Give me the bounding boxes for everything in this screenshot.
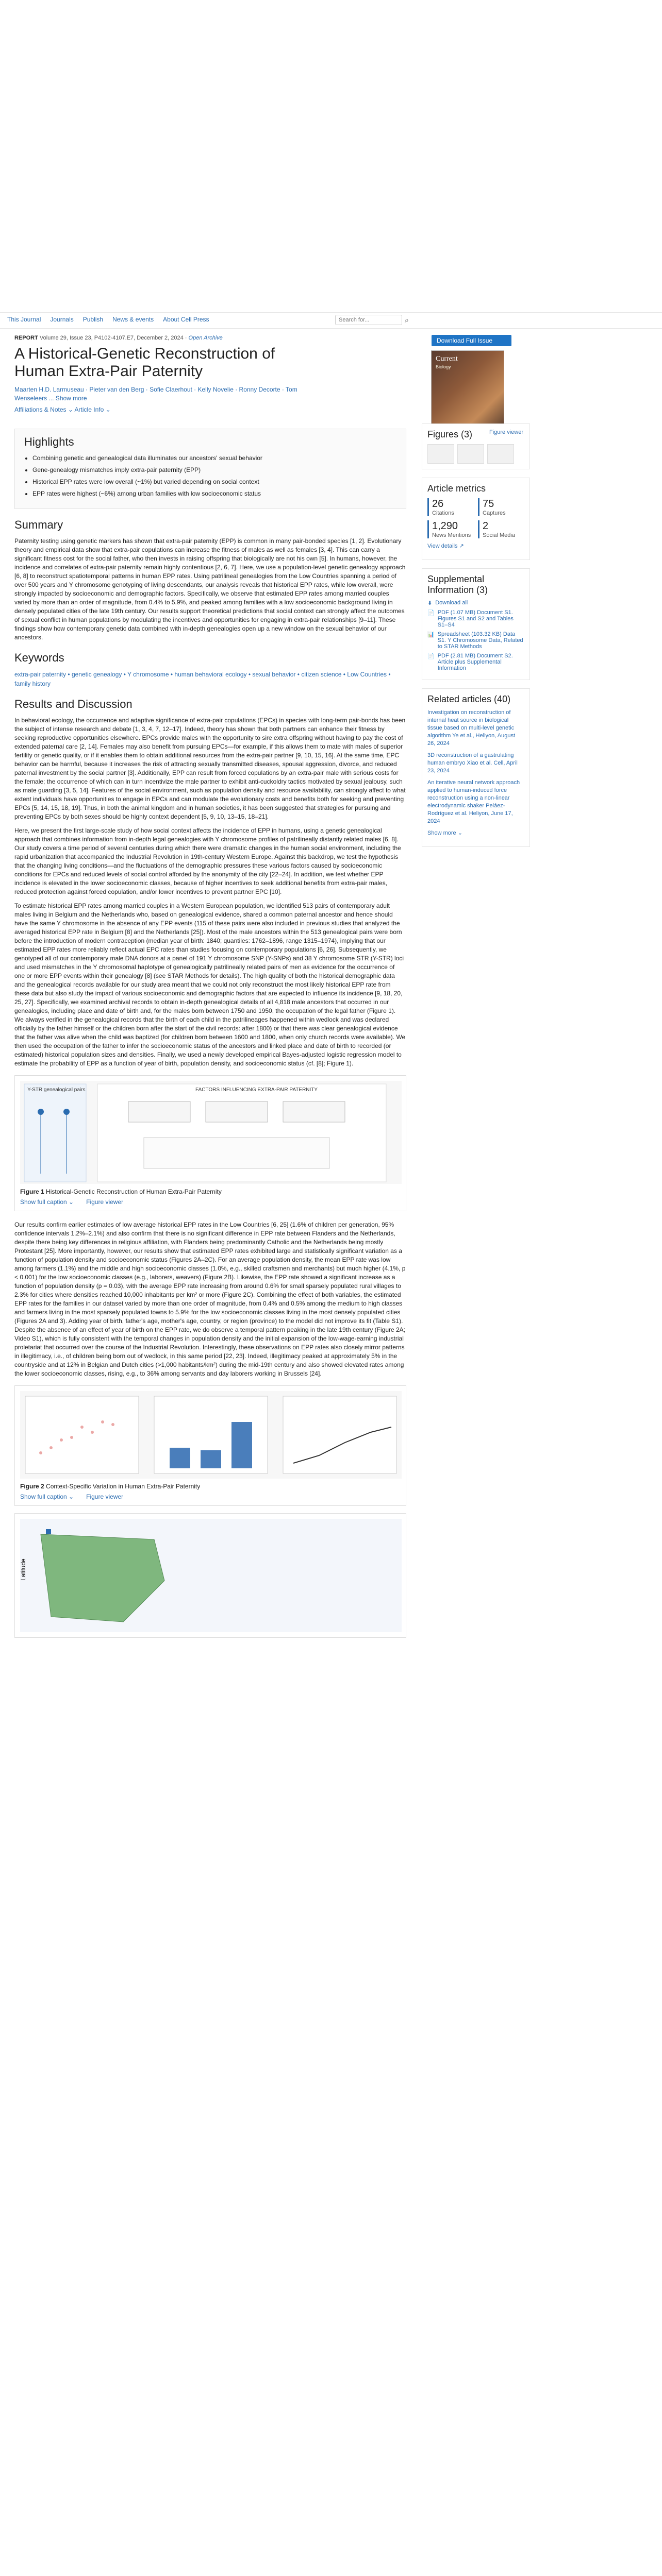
fig3-map-shape xyxy=(41,1534,164,1622)
results-paragraph: Here, we present the first large-scale study of how social context affects the incidence of EPP in humans, using a genetic genealogical approach that combines information from in-depth legal genealogies with Y chromosome profiles of patrilineally distantly related males [6, 8]. Our study covers a time period of several centuries during which there were dramatic changes in the human social environment, including the rapid urbanization that accompanied the Industrial Revolution in 19th-century Western Europe. Against this backdrop, we test the hypothesis that the changing living conditions—and the fluctuations of the demographic pressures these various factors caused by socioeconomic conditions for EPCs and reduced levels of social control afforded by the anonymity of the city [22–24]. In addition, we test whether EPP incidence is elevated in the lower socioeconomic classes, because of higher incentives to seek additional benefits from extra-pair males, reduced protection against forced copulation, and/or lower incentives to prevent partner EPC [10]. xyxy=(14,827,401,895)
pdf-icon: 📄 xyxy=(427,610,435,616)
highlight-item: • Gene-genealogy mismatches imply extra-pair paternity (EPP) xyxy=(32,466,396,474)
highlights-list xyxy=(24,454,396,498)
related-article[interactable]: Investigation on reconstruction of internal heat source in biological tissue based on multi-level genetic algorithm Ye et al., Heliyon, August 26, 2024 xyxy=(427,709,515,747)
results-paragraph: In behavioral ecology, the occurrence and adaptive significance of extra-pair copulations (EPCs) in species with long-term pair-bonds has been the subject of intense research and debate [1, 3, 4, 7, 12–17]. Indeed, theory has shown that both partners can enhance their fitness by seeking reproductive opportunities elsewhere. EPCs provide males with the opportunity to sire extra offspring without having to pay the cost of extended paternal care [2, 14]. Females may also benefit from pursuing EPCs—for example, if this allows them to mate with males of superior fertility or genetic quality, or if it enables them to obtain additional resources from the extra-pair partner [9, 10, 15, 16]. At the same time, EPC behavior can be harmful, because it increases the risk of attracting sexually transmitted diseases, spousal aggression, divorce, and reduced paternal investment by the social partner [3]. Additionally, EPP can result from forced copulations by an extra-pair male with serious costs for the female; the occurrence of which can in turn incentivize the male partner to exhibit anti-cuckoldry tactics motivated by sexual jealousy, such as mate guarding [3, 5, 14]. Features of the social environment, such as population density and resource availability, can strongly affect to what extent individuals have opportunities to engage in EPCs and can modulate the evolutionary costs and benefits both for seeking and preventing EPCs [5, 14, 15, 18, 19]. Thus, in both the animal kingdom and in human societies, it has been suggested that strategies for pursuing and preventing EPCs by both sexes should be highly context dependent [5, 9, 10, 13–15, 18–21]. xyxy=(14,717,406,820)
nav-link[interactable]: This Journal xyxy=(7,316,41,323)
right-sidebar xyxy=(422,423,530,855)
affiliations-link[interactable]: Affiliations & Notes ⌄ Article Info ⌄ xyxy=(14,406,111,413)
fig1-left-panel xyxy=(24,1084,86,1182)
figure-2-caption xyxy=(20,1483,401,1490)
show-more-link[interactable]: Show more ⌄ xyxy=(427,830,462,836)
metric-label: Social Media xyxy=(483,532,515,538)
metric-number: 26 xyxy=(432,498,444,510)
metric-label: Citations xyxy=(432,510,454,516)
fig2-panel-c xyxy=(283,1396,396,1473)
keyword[interactable]: citizen science xyxy=(301,671,342,678)
related-title: Related articles (40) xyxy=(427,694,511,704)
search-icon[interactable]: ⌕ xyxy=(405,316,409,324)
related-article[interactable]: An iterative neural network approach applied to human-induced force reconstruction using a non-linear electrodynamic shaker Peláez-Rodríguez et al. Heliyon, June 17, 2024 xyxy=(427,779,520,824)
article-title: A Historical-Genetic Reconstruction of Human Extra-Pair Paternity xyxy=(14,345,275,380)
results-paragraph: Our results confirm earlier estimates of low average historical EPP rates in the Low Countries [6, 25] (1.6% of children per generation, 95% confidence intervals 1.2%–2.1%) and also confirm that there is no significant difference in EPP rate between Flanders and the Netherlands, despite there being key differences in religious affiliation, with Flanders being predominantly Catholic and the Netherlands being mostly Protestant [25]. More importantly, however, our results show that estimated EPP rates exhibited large and statistically significant variation as a function of population density and socioeconomic status (Figures 2A–2C). For an average population density, the mean EPP rate was low among farmers (1.1%) and the middle and high socioeconomic classes (1.0%, e.g., skilled craftsmen and merchants) but much higher (4.1%, p < 0.001) for the low socioeconomic classes (e.g., laborers, weavers) (Figure 2B). Likewise, the EPP rate showed a significant increase as a function of population density (p = 0.03), with the average EPP rate increasing from around 0.6% for small sparsely populated rural villages to 2.3% for cities where densities reached 10,000 inhabitants per km² or more (Figure 2C). Combining the effect of both variables, the estimated EPP rates for the families in our dataset varied by more than one order of magnitude, from 0.4% and 0.5% among the medium to high classes and farmers living in the most sparsely populated towns to 5.9% for the low socioeconomic classes living in the most densely populated cities (Figures 2A and 3). Adding year of birth, father's age, mother's age, country, or region (province) to the model did not improve its fit (Table S1). Despite the absence of an effect of year of birth on the EPP rate, we do observe a temporal pattern peaking in the late 19th century (Figure 2A; Video S1), which is fully consistent with the temporal changes in population density and the initial expansion of the low-wage-earning industrial proletariat that occurred over the course of the Industrial Revolution. Interestingly, these observations on EPP rates also closely mirror patterns in illegitimacy, i.e., of children being born out of wedlock, in this same period [22, 23]. Indeed, illegitimacy peaked at approximately 5% in the countryside and at 12% in Belgian and Dutch cities (>1,000 habitants/km²) during the mid-19th century and also showed elevated rates among the lower socioeconomic classes, rising, e.g., to 36% among servants and day laborers working in Brussels [24]. xyxy=(14,1221,406,1377)
figure-1-links xyxy=(20,1198,401,1206)
results-paragraph: To estimate historical EPP rates among married couples in a Western European population, we identified 513 pairs of contemporary adult males living in Belgium and the Netherlands who, based on genealogical evidence, shared a common paternal ancestor and hence should have the same Y chromosome in the absence of any EPP events (115 of these pairs were also included in previous studies that analyzed the averaged historical EPP rate in Belgium [8] and the Netherlands [25]). Most of the male ancestors within the 513 genealogical pairs were born before the introduction of modern contraception (median year of birth: 1840; quantiles: 1762–1896, range 1315–1974), implying that our estimated EPP rates more reliably reflect actual EPC rates than studies focusing on contemporary populations [6, 26]. Subsequently, we genotyped all of our contemporary male DNA donors at a panel of 191 Y chromosome SNP (Y-SNPs) and 38 Y chromosome STR (Y-STR) loci and used mismatches in the Y chromosomal haplotype of genealogically patrilineally related pairs of men as evidence for the occurrence of one or more EPP events within their genealogy [8] (see STAR Methods for details). The high quality of both the historical demographic data and the genealogical records available for our study area meant that we could not only reconstruct the most likely historical EPP rate from these data but also study the impact of various socioeconomic and demographic factors that are expected to influence its incidence [9, 18, 20, 25, 27]. Specifically, we examined archival records to obtain in-depth genealogical details of all 4,818 male ancestors that occurred in our genealogies, including place and date of birth and, for the males born between 1750 and 1950, the occupation of the legal father (Figure 1). We always verified in the genealogical records that the birth of each child in the patrilineages happened within wedlock and was declared officially by the father himself or the children born after the start of the civil records: after 1800) or that there was clear genealogical evidence that the father was alive when the child was baptized (for children born between 1600 and 1800, when only church records were available). We then used the occupation of the father to infer the socioeconomic status of the ancestors and linked place and date of birth to recorded (or estimated) historical population sizes and densities. Finally, we used a newly developed empirical Bayes-adjusted logistic regression model to estimate the probability of EPP as a function of year of birth, population density, and socioeconomic status (cf. [8]; Figure 1). xyxy=(14,902,406,1067)
cover-title: Current xyxy=(436,355,458,363)
open-archive-badge: Open Archive xyxy=(188,335,223,341)
supplemental-item[interactable] xyxy=(427,653,524,671)
figure-1 xyxy=(14,1075,406,1211)
pdf-icon: 📄 xyxy=(427,653,435,659)
article-meta: REPORT Volume 29, Issue 23, P4102-4107.E7, December 2, 2024 · Open Archive xyxy=(14,335,223,341)
metric xyxy=(478,498,524,516)
metrics-details-link[interactable]: View details ↗ xyxy=(427,543,464,549)
highlight-item: • Combining genetic and genealogical data illuminates our ancestors' sexual behavior xyxy=(32,454,396,463)
figure-1-caption xyxy=(20,1188,401,1195)
supplemental-item-text: Spreadsheet (103.32 KB) Data S1. Y Chromosome Data, Related to STAR Methods xyxy=(437,631,523,650)
fig2-panel-a xyxy=(25,1396,139,1473)
spreadsheet-icon: 📊 xyxy=(427,632,435,638)
metric-label: News Mentions xyxy=(432,532,471,538)
supplemental-item[interactable] xyxy=(427,631,524,650)
figure-2 xyxy=(14,1385,406,1506)
metric-label: Captures xyxy=(483,510,506,516)
metrics-title: Article metrics xyxy=(427,483,486,494)
figure-viewer-link[interactable]: Figure viewer xyxy=(489,429,523,435)
fig3-legend-swatch xyxy=(46,1529,51,1534)
figure-1-title: Historical-Genetic Reconstruction of Human Extra-Pair Paternity xyxy=(46,1188,222,1195)
highlights-heading: Highlights xyxy=(24,435,74,448)
highlights-box xyxy=(14,429,406,509)
supplemental-item-text: PDF (1.07 MB) Document S1. Figures S1 and S2 and Tables S1–S4 xyxy=(437,609,514,628)
download-all-label: Download all xyxy=(435,600,468,606)
supplemental-title: Supplemental Information (3) xyxy=(427,574,488,595)
results-heading: Results and Discussion xyxy=(14,698,133,710)
figure-3-image[interactable] xyxy=(20,1519,402,1632)
supplemental-panel xyxy=(422,568,530,680)
keyword[interactable]: extra-pair paternity xyxy=(14,671,67,678)
figure-2-links xyxy=(20,1493,401,1500)
nav-link[interactable]: Journals xyxy=(50,316,74,323)
article-content xyxy=(14,335,406,1638)
top-nav xyxy=(0,312,662,329)
summary-section xyxy=(14,518,406,642)
nav-link[interactable]: Publish xyxy=(82,316,104,323)
show-caption-link[interactable]: Show full caption ⌄ xyxy=(20,1198,74,1206)
keywords-list: extra-pair paternity • genetic genealogy • Y chromosome • human behavioral ecology • sexual behavior • citizen science • Low Countries • family history xyxy=(14,671,391,687)
meta-volume: Volume 29, Issue 23, P4102-4107.E7, December 2, 2024 xyxy=(39,335,184,341)
author-list[interactable]: Maarten H.D. Larmuseau · Pieter van den Berg · Sofie Claerhout · Kelly Novelie · Ronny Decorte · Tom Wenseleers ... Show more xyxy=(14,386,297,402)
keywords-section xyxy=(14,651,406,688)
metrics-grid xyxy=(427,498,524,538)
figure-thumbnails xyxy=(427,444,524,464)
summary-heading: Summary xyxy=(14,518,63,531)
keyword[interactable]: human behavioral ecology xyxy=(174,671,247,678)
keywords-heading: Keywords xyxy=(14,651,64,664)
results-continued xyxy=(14,1221,406,1378)
figures-title: Figures (3) xyxy=(427,429,473,439)
figure-2-plot xyxy=(20,1391,402,1479)
nav-link[interactable]: News & events xyxy=(112,316,154,323)
download-all-link[interactable] xyxy=(427,600,524,606)
metric-number: 75 xyxy=(483,498,494,510)
figure-2-label: Figure 2 xyxy=(20,1483,44,1490)
figure-2-title: Context-Specific Variation in Human Extra-Pair Paternity xyxy=(46,1483,201,1490)
fig1-left-label: Y-STR genealogical pairs xyxy=(27,1087,86,1093)
figure-thumbnail[interactable] xyxy=(457,444,484,464)
keyword[interactable]: genetic genealogy xyxy=(71,671,122,678)
nav-links xyxy=(7,316,209,323)
fig3-axis-label: Latitude xyxy=(20,1558,27,1581)
keyword[interactable]: sexual behavior xyxy=(252,671,296,678)
related-articles-panel xyxy=(422,688,530,847)
figure-thumbnail[interactable] xyxy=(427,444,454,464)
figure-3 xyxy=(14,1513,406,1638)
download-icon: ⬇ xyxy=(427,600,433,606)
highlight-item: • EPP rates were highest (~6%) among urban families with low socioeconomic status xyxy=(32,489,396,498)
metric xyxy=(427,520,474,538)
highlight-item: • Historical EPP rates were low overall (~1%) but varied depending on social context xyxy=(32,478,396,486)
metrics-panel xyxy=(422,478,530,560)
header-blank xyxy=(0,0,662,314)
keyword[interactable]: Low Countries xyxy=(347,671,387,678)
search-input[interactable] xyxy=(335,315,402,325)
fig1-timeline xyxy=(144,1138,329,1168)
meta-prefix: REPORT xyxy=(14,335,38,341)
keyword[interactable]: family history xyxy=(14,680,51,687)
summary-text: Paternity testing using genetic markers has shown that extra-pair paternity (EPP) is common in many pair-bonded species [1, 2]. Evolutionary theory and empirical data show that extra-pair copulations can increase the fitness of males as well as females [3, 4]. This can carry a significant fitness cost for the social father, who then invests in raising offspring that biologically are not his own [5]. In humans, however, the incidence and correlates of extra-pair paternity remain highly contentious [2, 6, 7]. Here, we use a population-level genetic genealogy approach [6, 8] to reconstruct spatiotemporal patterns in human EPP rates. Using patrilineal genealogies from the Low Countries spanning a period of over 500 years and Y chromosome genotyping of living descendants, our analysis reveals that historical EPP rates, while low overall, were strongly impacted by socioeconomic and demographic factors. Specifically, we observe that estimated EPP rates among married couples varied by more than an order of magnitude, from 0.4% to 5.9%, and peaked among families with a low socioeconomic background living in densely populated cities of the late 19th century. Our results support theoretical predictions that social context can strongly affect the outcomes of sexual conflict in human populations by modulating the incentives and opportunities for engaging in extra-pair relationships [9–11]. These findings show how contemporary genetic data combined with in-depth genealogies open up a new window on the sexual behavior of our ancestors. xyxy=(14,537,406,641)
supplemental-item[interactable] xyxy=(427,609,524,628)
fig1-right-label: FACTORS INFLUENCING EXTRA-PAIR PATERNITY xyxy=(195,1087,318,1093)
figure-thumbnail[interactable] xyxy=(487,444,514,464)
fig1-box xyxy=(128,1101,190,1122)
metric xyxy=(427,498,474,516)
related-article[interactable]: 3D reconstruction of a gastrulating human embryo Xiao et al. Cell, April 23, 2024 xyxy=(427,752,518,774)
figure-2-image[interactable] xyxy=(20,1391,402,1479)
metric xyxy=(478,520,524,538)
figures-panel xyxy=(422,423,530,469)
figure-3-map xyxy=(20,1519,402,1632)
fig1-box xyxy=(283,1101,345,1122)
nav-link[interactable]: About Cell Press xyxy=(163,316,209,323)
cover-subtitle: Biology xyxy=(436,364,451,369)
results-section xyxy=(14,698,406,1068)
figure-1-illustration xyxy=(20,1081,402,1184)
keyword[interactable]: Y chromosome xyxy=(127,671,169,678)
show-caption-link[interactable]: Show full caption ⌄ xyxy=(20,1493,74,1500)
figure-viewer-link[interactable]: Figure viewer xyxy=(86,1198,124,1206)
figure-viewer-link[interactable]: Figure viewer xyxy=(86,1493,124,1500)
supplemental-item-text: PDF (2.81 MB) Document S2. Article plus Supplemental Information xyxy=(437,653,513,671)
metric-number: 1,290 xyxy=(432,520,458,532)
download-full-issue-button[interactable]: Download Full Issue xyxy=(432,335,511,346)
metric-number: 2 xyxy=(483,520,489,532)
figure-1-image[interactable] xyxy=(20,1081,402,1184)
fig1-box xyxy=(206,1101,268,1122)
figure-1-label: Figure 1 xyxy=(20,1188,44,1195)
